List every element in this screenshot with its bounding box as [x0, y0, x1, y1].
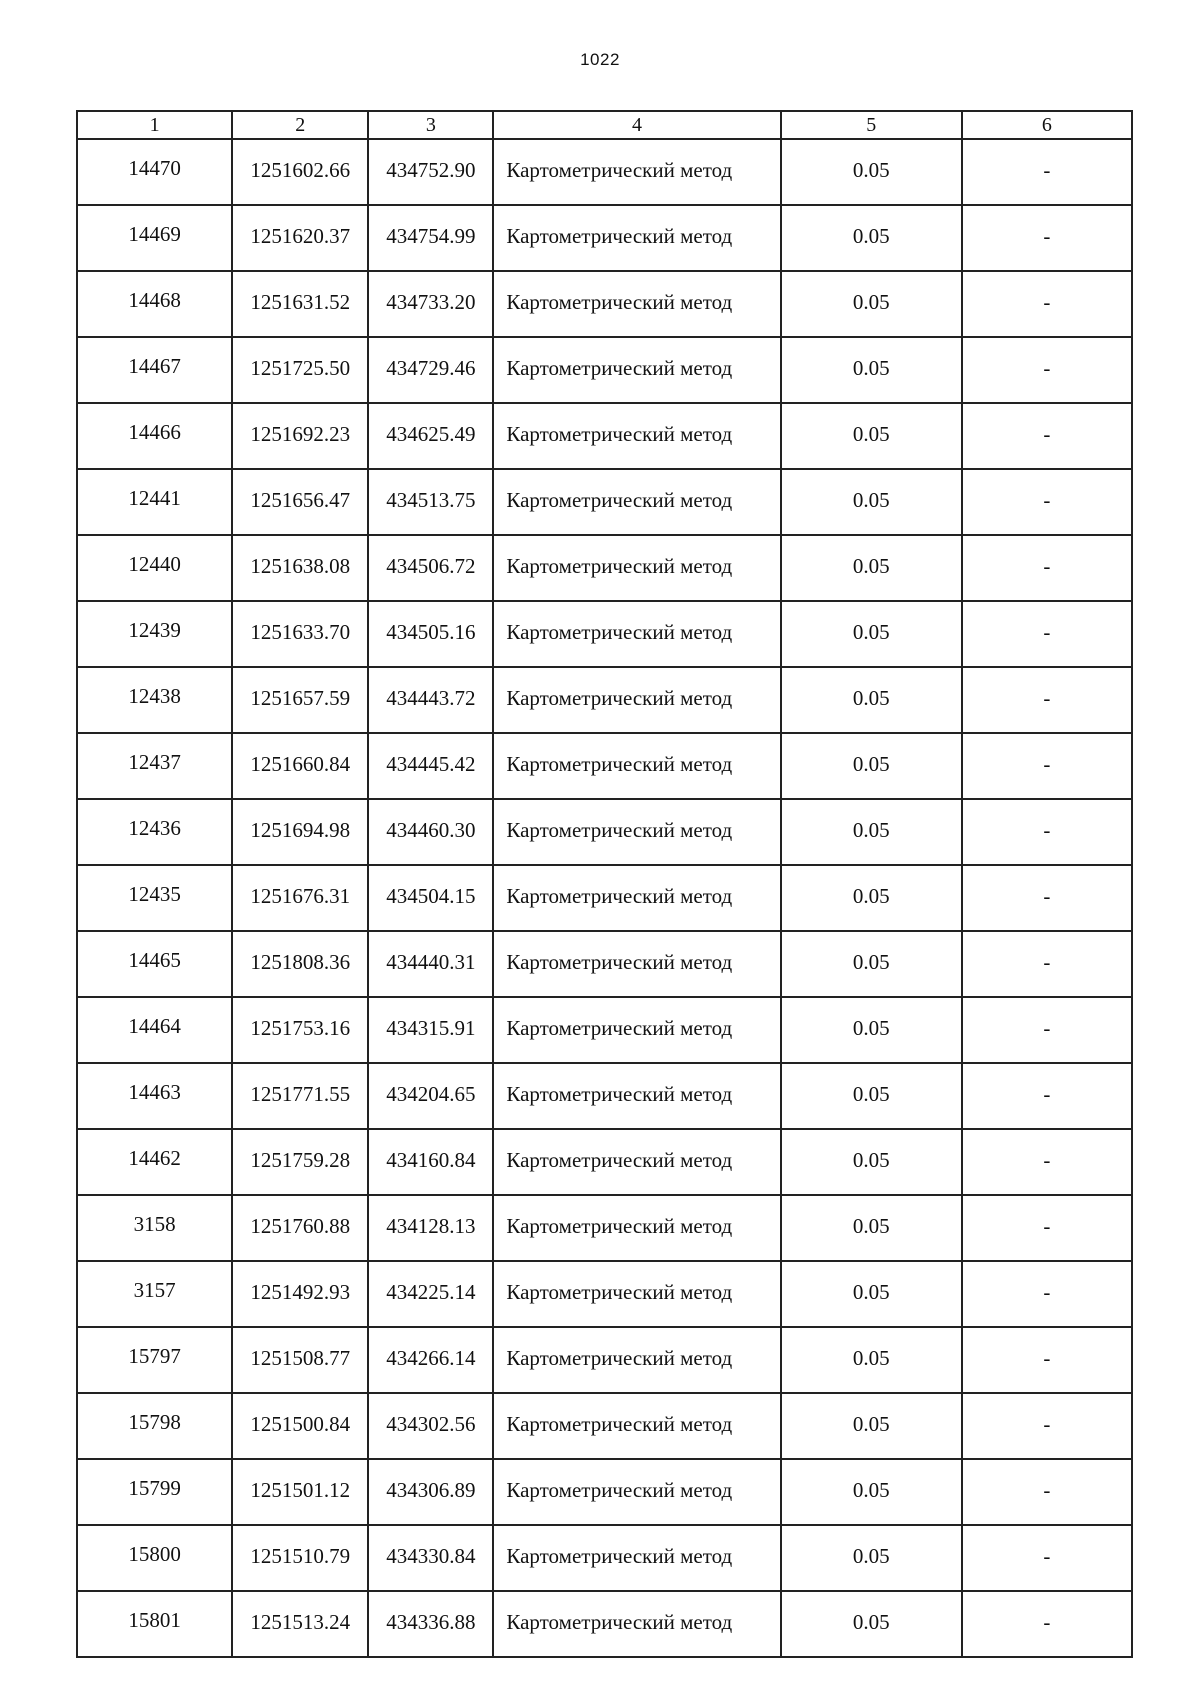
accuracy-cell: 0.05	[781, 139, 962, 205]
note-cell: -	[962, 931, 1132, 997]
note-cell: -	[962, 403, 1132, 469]
point-number-cell: 14470	[77, 139, 232, 205]
accuracy-cell: 0.05	[781, 1393, 962, 1459]
coordinate-y-cell: 434443.72	[368, 667, 493, 733]
column-header-1: 1	[77, 111, 232, 139]
table-body	[77, 139, 1132, 1657]
point-number-cell: 14466	[77, 403, 232, 469]
coordinate-x-cell: 1251638.08	[232, 535, 368, 601]
coordinate-y-cell: 434733.20	[368, 271, 493, 337]
coordinate-x-cell: 1251771.55	[232, 1063, 368, 1129]
table-row	[77, 601, 1132, 667]
method-cell: Картометрический метод	[493, 931, 780, 997]
note-cell: -	[962, 667, 1132, 733]
point-number-cell: 3157	[77, 1261, 232, 1327]
method-cell: Картометрический метод	[493, 601, 780, 667]
table-row	[77, 1525, 1132, 1591]
point-number-cell: 14462	[77, 1129, 232, 1195]
method-cell: Картометрический метод	[493, 1525, 780, 1591]
coordinate-x-cell: 1251508.77	[232, 1327, 368, 1393]
coordinate-y-cell: 434225.14	[368, 1261, 493, 1327]
accuracy-cell: 0.05	[781, 997, 962, 1063]
point-number-cell: 14467	[77, 337, 232, 403]
accuracy-cell: 0.05	[781, 271, 962, 337]
note-cell: -	[962, 139, 1132, 205]
coordinate-y-cell: 434315.91	[368, 997, 493, 1063]
method-cell: Картометрический метод	[493, 1459, 780, 1525]
coordinate-y-cell: 434513.75	[368, 469, 493, 535]
header-row	[77, 111, 1132, 139]
column-header-2: 2	[232, 111, 368, 139]
coordinate-x-cell: 1251676.31	[232, 865, 368, 931]
accuracy-cell: 0.05	[781, 1129, 962, 1195]
method-cell: Картометрический метод	[493, 271, 780, 337]
coordinate-x-cell: 1251657.59	[232, 667, 368, 733]
coordinate-x-cell: 1251753.16	[232, 997, 368, 1063]
table-row	[77, 1327, 1132, 1393]
table-row	[77, 667, 1132, 733]
note-cell: -	[962, 1129, 1132, 1195]
point-number-cell: 12437	[77, 733, 232, 799]
coordinate-y-cell: 434504.15	[368, 865, 493, 931]
note-cell: -	[962, 535, 1132, 601]
table-row	[77, 535, 1132, 601]
accuracy-cell: 0.05	[781, 205, 962, 271]
accuracy-cell: 0.05	[781, 1327, 962, 1393]
point-number-cell: 15799	[77, 1459, 232, 1525]
table-row	[77, 1129, 1132, 1195]
method-cell: Картометрический метод	[493, 997, 780, 1063]
coordinates-table	[76, 110, 1133, 1658]
table-row	[77, 997, 1132, 1063]
note-cell: -	[962, 271, 1132, 337]
point-number-cell: 14464	[77, 997, 232, 1063]
coordinate-x-cell: 1251808.36	[232, 931, 368, 997]
point-number-cell: 15800	[77, 1525, 232, 1591]
table-header	[77, 111, 1132, 139]
method-cell: Картометрический метод	[493, 1129, 780, 1195]
coordinate-y-cell: 434729.46	[368, 337, 493, 403]
table-row	[77, 1393, 1132, 1459]
note-cell: -	[962, 1525, 1132, 1591]
coordinate-y-cell: 434204.65	[368, 1063, 493, 1129]
table-row	[77, 1063, 1132, 1129]
column-header-3: 3	[368, 111, 493, 139]
column-header-4: 4	[493, 111, 780, 139]
table-row	[77, 931, 1132, 997]
coordinate-x-cell: 1251633.70	[232, 601, 368, 667]
method-cell: Картометрический метод	[493, 1195, 780, 1261]
coordinate-x-cell: 1251500.84	[232, 1393, 368, 1459]
accuracy-cell: 0.05	[781, 865, 962, 931]
table-row	[77, 271, 1132, 337]
method-cell: Картометрический метод	[493, 535, 780, 601]
table-row	[77, 733, 1132, 799]
note-cell: -	[962, 601, 1132, 667]
note-cell: -	[962, 1459, 1132, 1525]
point-number-cell: 3158	[77, 1195, 232, 1261]
point-number-cell: 14465	[77, 931, 232, 997]
coordinate-x-cell: 1251620.37	[232, 205, 368, 271]
coordinate-x-cell: 1251725.50	[232, 337, 368, 403]
coordinate-y-cell: 434160.84	[368, 1129, 493, 1195]
note-cell: -	[962, 1261, 1132, 1327]
note-cell: -	[962, 1393, 1132, 1459]
point-number-cell: 15801	[77, 1591, 232, 1657]
coordinate-x-cell: 1251492.93	[232, 1261, 368, 1327]
method-cell: Картометрический метод	[493, 337, 780, 403]
note-cell: -	[962, 865, 1132, 931]
accuracy-cell: 0.05	[781, 931, 962, 997]
coordinate-x-cell: 1251501.12	[232, 1459, 368, 1525]
note-cell: -	[962, 1591, 1132, 1657]
table-row	[77, 865, 1132, 931]
method-cell: Картометрический метод	[493, 139, 780, 205]
note-cell: -	[962, 799, 1132, 865]
point-number-cell: 12440	[77, 535, 232, 601]
coordinate-y-cell: 434460.30	[368, 799, 493, 865]
note-cell: -	[962, 1063, 1132, 1129]
table-row	[77, 337, 1132, 403]
accuracy-cell: 0.05	[781, 337, 962, 403]
accuracy-cell: 0.05	[781, 733, 962, 799]
accuracy-cell: 0.05	[781, 1591, 962, 1657]
coordinate-x-cell: 1251513.24	[232, 1591, 368, 1657]
accuracy-cell: 0.05	[781, 799, 962, 865]
accuracy-cell: 0.05	[781, 1525, 962, 1591]
method-cell: Картометрический метод	[493, 469, 780, 535]
note-cell: -	[962, 1327, 1132, 1393]
coordinate-x-cell: 1251692.23	[232, 403, 368, 469]
coordinate-y-cell: 434330.84	[368, 1525, 493, 1591]
coordinate-y-cell: 434754.99	[368, 205, 493, 271]
table-row	[77, 1591, 1132, 1657]
method-cell: Картометрический метод	[493, 865, 780, 931]
coordinate-y-cell: 434440.31	[368, 931, 493, 997]
method-cell: Картометрический метод	[493, 733, 780, 799]
accuracy-cell: 0.05	[781, 403, 962, 469]
method-cell: Картометрический метод	[493, 1591, 780, 1657]
table-row	[77, 1459, 1132, 1525]
column-header-6: 6	[962, 111, 1132, 139]
point-number-cell: 12441	[77, 469, 232, 535]
note-cell: -	[962, 337, 1132, 403]
accuracy-cell: 0.05	[781, 469, 962, 535]
coordinate-y-cell: 434266.14	[368, 1327, 493, 1393]
accuracy-cell: 0.05	[781, 667, 962, 733]
table-row	[77, 403, 1132, 469]
coordinate-y-cell: 434752.90	[368, 139, 493, 205]
table-row	[77, 1195, 1132, 1261]
point-number-cell: 14463	[77, 1063, 232, 1129]
point-number-cell: 14469	[77, 205, 232, 271]
accuracy-cell: 0.05	[781, 535, 962, 601]
coordinate-y-cell: 434506.72	[368, 535, 493, 601]
point-number-cell: 12438	[77, 667, 232, 733]
method-cell: Картометрический метод	[493, 799, 780, 865]
coordinate-x-cell: 1251760.88	[232, 1195, 368, 1261]
method-cell: Картометрический метод	[493, 1393, 780, 1459]
point-number-cell: 15797	[77, 1327, 232, 1393]
method-cell: Картометрический метод	[493, 1327, 780, 1393]
method-cell: Картометрический метод	[493, 403, 780, 469]
coordinate-y-cell: 434336.88	[368, 1591, 493, 1657]
coordinate-y-cell: 434445.42	[368, 733, 493, 799]
coordinate-y-cell: 434302.56	[368, 1393, 493, 1459]
note-cell: -	[962, 469, 1132, 535]
accuracy-cell: 0.05	[781, 1459, 962, 1525]
point-number-cell: 15798	[77, 1393, 232, 1459]
note-cell: -	[962, 205, 1132, 271]
accuracy-cell: 0.05	[781, 1261, 962, 1327]
coordinate-y-cell: 434505.16	[368, 601, 493, 667]
method-cell: Картометрический метод	[493, 667, 780, 733]
coordinate-x-cell: 1251602.66	[232, 139, 368, 205]
coordinate-x-cell: 1251656.47	[232, 469, 368, 535]
method-cell: Картометрический метод	[493, 1063, 780, 1129]
coordinate-x-cell: 1251759.28	[232, 1129, 368, 1195]
coordinate-x-cell: 1251631.52	[232, 271, 368, 337]
note-cell: -	[962, 1195, 1132, 1261]
note-cell: -	[962, 997, 1132, 1063]
page-number: 1022	[580, 50, 620, 69]
coordinate-y-cell: 434625.49	[368, 403, 493, 469]
accuracy-cell: 0.05	[781, 1063, 962, 1129]
coordinate-x-cell: 1251694.98	[232, 799, 368, 865]
table-row	[77, 205, 1132, 271]
point-number-cell: 12435	[77, 865, 232, 931]
coordinate-y-cell: 434128.13	[368, 1195, 493, 1261]
accuracy-cell: 0.05	[781, 601, 962, 667]
accuracy-cell: 0.05	[781, 1195, 962, 1261]
point-number-cell: 14468	[77, 271, 232, 337]
table-row	[77, 799, 1132, 865]
column-header-5: 5	[781, 111, 962, 139]
coordinate-x-cell: 1251660.84	[232, 733, 368, 799]
method-cell: Картометрический метод	[493, 1261, 780, 1327]
table-row	[77, 1261, 1132, 1327]
table-row	[77, 469, 1132, 535]
note-cell: -	[962, 733, 1132, 799]
coordinate-x-cell: 1251510.79	[232, 1525, 368, 1591]
method-cell: Картометрический метод	[493, 205, 780, 271]
point-number-cell: 12439	[77, 601, 232, 667]
point-number-cell: 12436	[77, 799, 232, 865]
table-row	[77, 139, 1132, 205]
coordinate-y-cell: 434306.89	[368, 1459, 493, 1525]
